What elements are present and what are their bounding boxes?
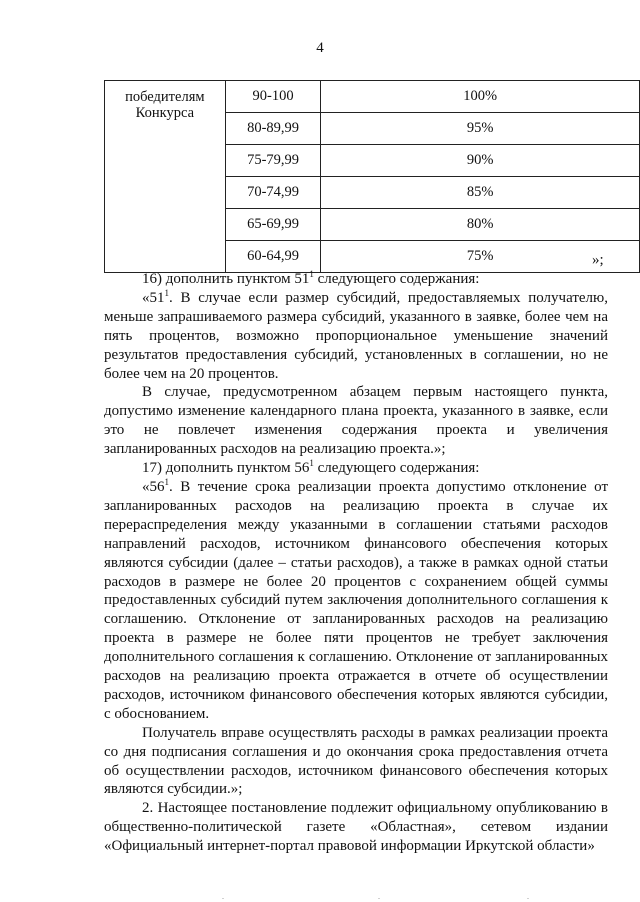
table-label-line: Конкурса xyxy=(135,105,195,121)
percent-cell: 80% xyxy=(321,209,640,241)
score-range-cell: 70-74,99 xyxy=(225,177,321,209)
percent-cell: 95% xyxy=(321,113,640,145)
section-2-publication: 2. Настоящее постановление подлежит официальному опубликованию в общественно-политической газете «Областная», сетевом издании «Официальный интернет-портал правовой информации Иркутской области» xyxy=(104,800,608,855)
table-label-cell xyxy=(105,81,226,273)
clause-56-1-paragraph-2: Получатель вправе осуществлять расходы в рамках реализации проекта со дня подписания соглашения и до окончания срока предоставления отчета об осуществлении расходов, источником финансового обеспечения которых являются субсидии.»; xyxy=(104,724,608,798)
score-range-cell: 60-64,99 xyxy=(225,241,321,273)
percent-cell: 75% xyxy=(321,241,640,273)
amendment-item-16: 16) дополнить пунктом $51^1$ следующего содержания: xyxy=(142,269,480,287)
clause-51-1-paragraph-2: В случае, предусмотренном абзацем первым настоящего пункта, допустимо изменение календарного плана проекта, указанного в заявке, если это не повлечет изменения содержания проекта и увеличения запланированных расходов на реализацию проекта.»; xyxy=(104,384,608,458)
table-closing-quote: »; xyxy=(592,252,604,268)
clause-56-1: «$56^1$. В течение срока реализации проекта допустимо отклонение от запланированных расходов на реализацию проекта в случае их перераспределения между указанными в соглашении статьями расходов направлений расходов, источником финансового обеспечения которых являются субсидии (далее – статьи расходов), а также в рамках одной статьи расходов в размере не более 20 процентов с сохранением общей суммы предоставленных субсидий путем заключения дополнительного соглашения к соглашению. Отклонение от запланированных расходов на реализацию проекта в размере не более пяти процентов не требует заключения дополнительного соглашения к соглашению. Отклонение от запланированных расходов на реализацию проекта отражается в отчете об осуществлении расходов, источником финансового обеспечения которых являются субсидии, с обоснованием. xyxy=(104,476,608,722)
percent-cell: 100% xyxy=(321,81,640,113)
percent-cell: 85% xyxy=(321,177,640,209)
clause-51-1: «$51^1$. В случае если размер субсидий, предоставляемых получателю, меньше запрашиваемого размера субсидий, указанного в заявке, более чем на пять процентов, возможно пропорциональное уменьшение значений результатов предоставления субсидий, установленных в соглашении, но не более чем на 20 процентов. xyxy=(104,287,608,382)
subsidy-percent-table xyxy=(104,80,640,273)
document-body xyxy=(104,270,608,856)
score-range-cell: 75-79,99 xyxy=(225,145,321,177)
score-range-cell: 80-89,99 xyxy=(225,113,321,145)
scan-speck: . xyxy=(222,892,224,901)
scan-speck: . xyxy=(378,892,380,901)
scan-speck: . xyxy=(527,892,529,901)
amendment-item-17: 17) дополнить пунктом $56^1$ следующего содержания: xyxy=(142,458,480,477)
table-label-line: победителям xyxy=(125,89,205,105)
score-range-cell: 65-69,99 xyxy=(225,209,321,241)
page-number: 4 xyxy=(316,40,324,56)
score-range-cell: 90-100 xyxy=(225,81,321,113)
table-row xyxy=(105,81,640,113)
percent-cell: 90% xyxy=(321,145,640,177)
